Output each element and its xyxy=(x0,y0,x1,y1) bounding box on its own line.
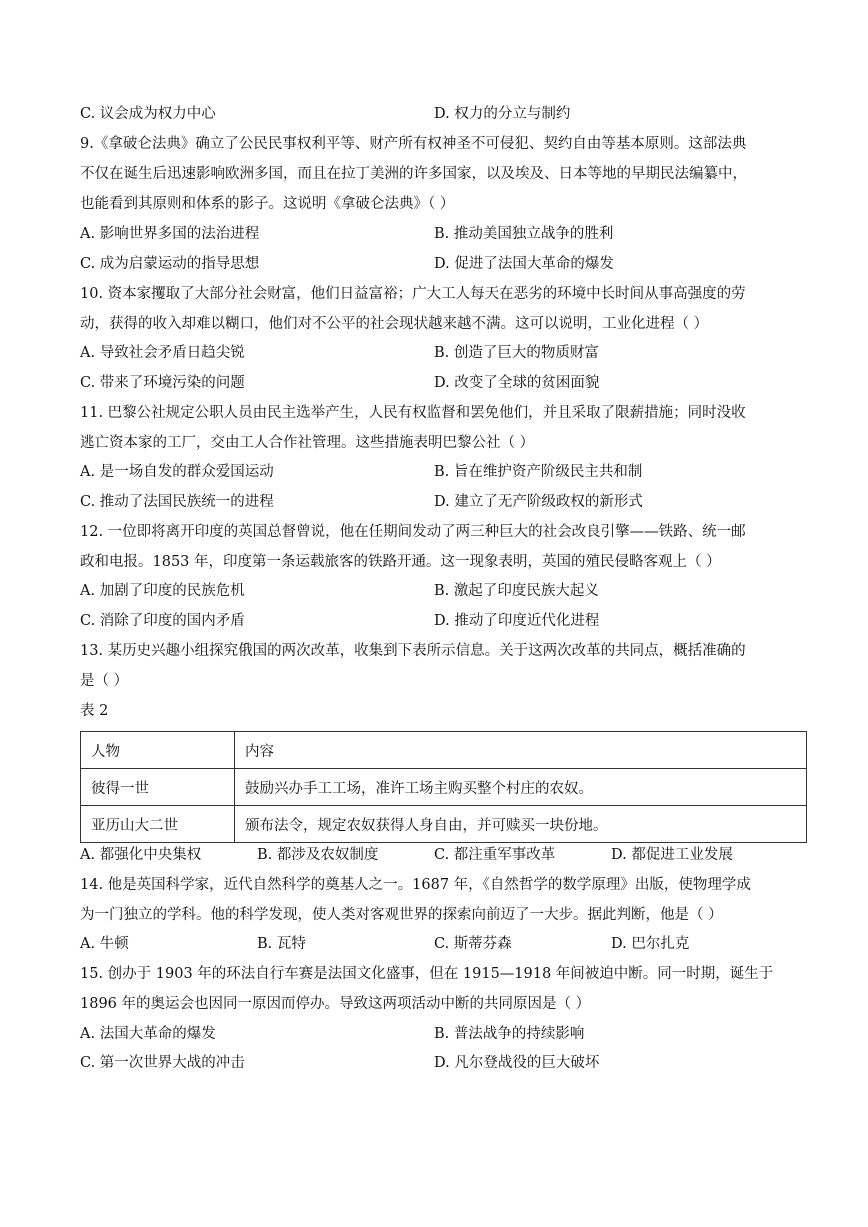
q9-option-c: C. 成为启蒙运动的指导思想 xyxy=(80,256,260,272)
q14-option-b: B. 瓦特 xyxy=(257,936,306,952)
table-row xyxy=(81,806,807,843)
q15-stem-line-2: 1896 年的奥运会也因同一原因而停办。导致这两项活动中断的共同原因是（ ） xyxy=(80,996,591,1012)
table-caption: 表 2 xyxy=(80,703,109,719)
q15-option-c: C. 第一次世界大战的冲击 xyxy=(80,1055,245,1071)
table-cell: 亚历山大二世 xyxy=(81,806,235,843)
q14-stem-line-1: 14. 他是英国科学家，近代自然科学的奠基人之一。1687 年，《自然哲学的数学原理》出版，使物理学成 xyxy=(80,877,751,893)
q12-stem-line-1: 12. 一位即将离开印度的英国总督曾说，他在任期间发动了两三种巨大的社会改良引擎——铁路、统一邮 xyxy=(80,524,746,540)
table-header-cell: 内容 xyxy=(235,732,807,769)
q12-option-c: C. 消除了印度的国内矛盾 xyxy=(80,613,245,629)
table-header-row xyxy=(81,732,807,769)
q9-stem-line-3: 也能看到其原则和体系的影子。这说明《拿破仑法典》（ ） xyxy=(80,196,455,212)
q13-option-b: B. 都涉及农奴制度 xyxy=(257,847,379,863)
q13-stem-line-1: 13. 某历史兴趣小组探究俄国的两次改革，收集到下表所示信息。关于这两次改革的共同点，概括准确的 xyxy=(80,643,746,659)
q15-option-b: B. 普法战争的持续影响 xyxy=(434,1026,585,1042)
table-cell: 颁布法令，规定农奴获得人身自由，并可赎买一块份地。 xyxy=(235,806,807,843)
q10-option-b: B. 创造了巨大的物质财富 xyxy=(434,345,599,361)
q11-option-a: A. 是一场自发的群众爱国运动 xyxy=(80,464,274,480)
q14-option-a: A. 牛顿 xyxy=(80,936,129,952)
q15-stem-line-1: 15. 创办于 1903 年的环法自行车赛是法国文化盛事，但在 1915—1918 年间被迫中断。同一时期，诞生于 xyxy=(80,966,774,982)
q14-option-d: D. 巴尔扎克 xyxy=(611,936,690,952)
q15-option-d: D. 凡尔登战役的巨大破坏 xyxy=(434,1055,600,1071)
q14-stem-line-2: 为一门独立的学科。他的科学发现，使人类对客观世界的探索向前迈了一大步。据此判断，他是（ ） xyxy=(80,907,723,923)
q12-stem-line-2: 政和电报。1853 年，印度第一条运载旅客的铁路开通。这一现象表明，英国的殖民侵略客观上（ ） xyxy=(80,554,721,570)
table-row xyxy=(81,769,807,806)
q9-option-a: A. 影响世界多国的法治进程 xyxy=(80,226,260,242)
q10-option-a: A. 导致社会矛盾日趋尖锐 xyxy=(80,345,245,361)
table-cell: 彼得一世 xyxy=(81,769,235,806)
option-d: D. 权力的分立与制约 xyxy=(434,106,571,122)
q15-option-a: A. 法国大革命的爆发 xyxy=(80,1026,216,1042)
q14-option-c: C. 斯蒂芬森 xyxy=(434,936,512,952)
q9-option-b: B. 推动美国独立战争的胜利 xyxy=(434,226,614,242)
q13-stem-line-2: 是（ ） xyxy=(80,673,129,689)
q12-option-b: B. 激起了印度民族大起义 xyxy=(434,583,599,599)
q9-stem-line-2: 不仅在诞生后迅速影响欧洲多国，而且在拉丁美洲的许多国家，以及埃及、日本等地的早期民法编纂中， xyxy=(80,166,747,182)
option-c: C. 议会成为权力中心 xyxy=(80,106,216,122)
q11-option-b: B. 旨在维护资产阶级民主共和制 xyxy=(434,464,643,480)
q11-stem-line-2: 逃亡资本家的工厂，交由工人合作社管理。这些措施表明巴黎公社（ ） xyxy=(80,435,535,451)
q10-option-d: D. 改变了全球的贫困面貌 xyxy=(434,375,600,391)
q10-option-c: C. 带来了环境污染的问题 xyxy=(80,375,245,391)
q9-stem-line-1: 9.《拿破仑法典》确立了公民民事权利平等、财产所有权神圣不可侵犯、契约自由等基本原则。这部法典 xyxy=(80,136,747,152)
q13-option-d: D. 都促进工业发展 xyxy=(611,847,733,863)
table-header-cell: 人物 xyxy=(81,732,235,769)
q11-stem-line-1: 11. 巴黎公社规定公职人员由民主选举产生，人民有权监督和罢免他们，并且采取了限薪措施；同时没收 xyxy=(80,405,746,421)
q11-option-c: C. 推动了法国民族统一的进程 xyxy=(80,494,274,510)
q13-option-c: C. 都注重军事改革 xyxy=(434,847,556,863)
q13-option-a: A. 都强化中央集权 xyxy=(80,847,202,863)
table-cell: 鼓励兴办手工工场，准许工场主购买整个村庄的农奴。 xyxy=(235,769,807,806)
q10-stem-line-2: 动，获得的收入却难以糊口，他们对不公平的社会现状越来越不满。这可以说明，工业化进程（ ） xyxy=(80,316,709,332)
q11-option-d: D. 建立了无产阶级政权的新形式 xyxy=(434,494,643,510)
q10-stem-line-1: 10. 资本家攫取了大部分社会财富，他们日益富裕；广大工人每天在恶劣的环境中长时间从事高强度的劳 xyxy=(80,286,746,302)
reform-table xyxy=(80,731,807,843)
q12-option-a: A. 加剧了印度的民族危机 xyxy=(80,583,245,599)
q12-option-d: D. 推动了印度近代化进程 xyxy=(434,613,600,629)
q9-option-d: D. 促进了法国大革命的爆发 xyxy=(434,256,614,272)
